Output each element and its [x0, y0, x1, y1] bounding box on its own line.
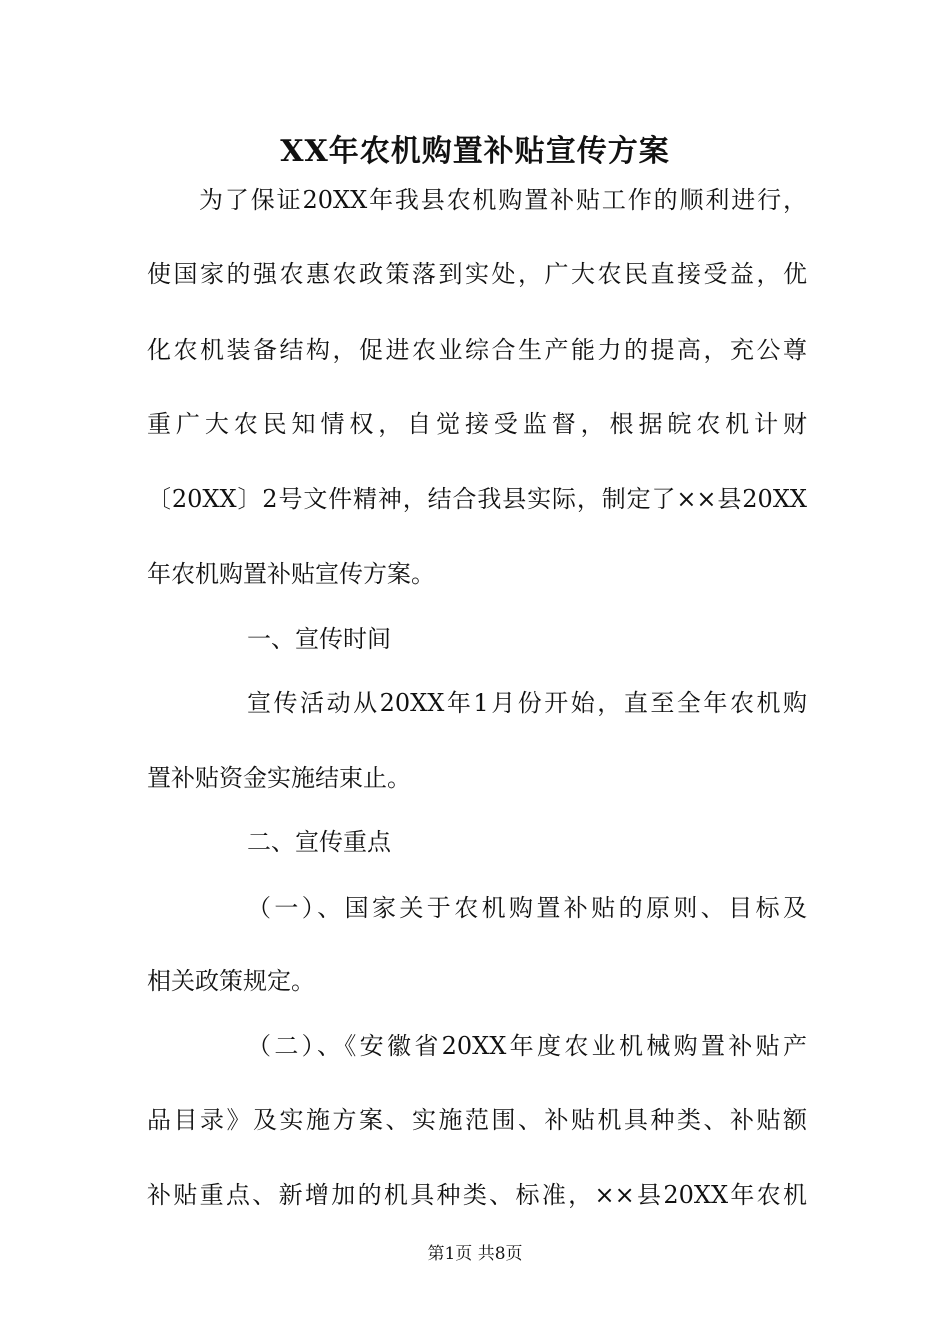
paragraph-line: （一）、国家关于农机购置补贴的原则、目标及: [247, 894, 807, 922]
document-title: XX年农机购置补贴宣传方案: [280, 134, 670, 169]
paragraph-line: 宣传活动从20XX年1月份开始，直至全年农机购: [247, 689, 807, 717]
paragraph-line: 置补贴资金实施结束止。: [147, 764, 411, 792]
page-footer: 第1页 共8页: [427, 1244, 523, 1264]
section-heading: 一、宣传时间: [247, 625, 391, 653]
paragraph-line: 化农机装备结构，促进农业综合生产能力的提高，充公尊: [147, 336, 807, 364]
paragraph-line: 补贴重点、新增加的机具种类、标准，××县20XX年农机: [147, 1181, 807, 1209]
paragraph-line: （二）、《安徽省20XX年度农业机械购置补贴产: [247, 1032, 807, 1060]
paragraph-line: 〔20XX〕2号文件精神，结合我县实际，制定了××县20XX: [147, 485, 807, 513]
paragraph-line: 品目录》及实施方案、实施范围、补贴机具种类、补贴额: [147, 1106, 807, 1134]
paragraph-line: 使国家的强农惠农政策落到实处，广大农民直接受益，优: [147, 260, 807, 288]
paragraph-line: 年农机购置补贴宣传方案。: [147, 560, 435, 588]
paragraph-line: 相关政策规定。: [147, 967, 315, 995]
paragraph-line: 重广大农民知情权，自觉接受监督，根据皖农机计财: [147, 410, 807, 438]
paragraph-line: 为了保证20XX年我县农机购置补贴工作的顺利进行，: [199, 186, 807, 214]
section-heading: 二、宣传重点: [247, 828, 391, 856]
